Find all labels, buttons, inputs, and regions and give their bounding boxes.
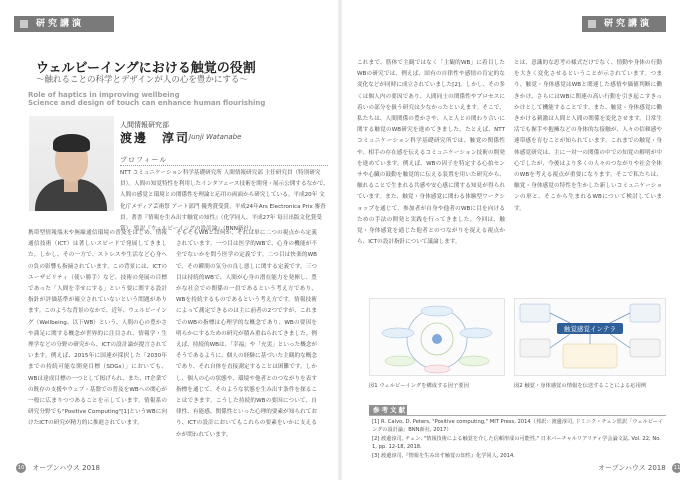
figure-1-graphic [370, 299, 504, 375]
tab-square-icon [20, 20, 28, 28]
reference-item: [3] 渡邊淳司,『情報を生み出す触覚の知性』化学同人, 2014. [372, 452, 515, 459]
section-label-right: 研究講演 [604, 19, 653, 29]
body-column-left-2: そもそもWBとは何か、それは単に二つの視点から定義されています。一つ目は医学的WBで、心身の機能が不全でないかを問う医学の定義です。二つ目は快楽的WBで、その瞬間の気分の良し悪しに関する定義です。三つ目は持続的WBで、人間が心身の潜在能力を発揮し、豊かな社会での関係の一員であるという考え方であり、WBを持続するものであるという考え方です。情報技術によって測定できるのは主に前者の2つですが、これまでのWBの指標は心理学的な概念であり、WBの要因を明らかにするための研究が積み重ねられてきました。例えば、持続的WBは、「幸福」や「充実」といった概念がそうであるように、個人の経験に基づいた主観的な概念であり、それ自体を直接測定することは困難です。しかし、個人の心の状態や、環境や他者とのつながりを表す指標を通じて、そのような状態を生み出す条件を探ることはできます。こうした持続的WBの要因について、自律性、有能感、関係性といった心理的要素が知られており、ICTの設計においてもこれらの要素をいかに支えるかが問われています。 [176, 230, 317, 438]
profile-divider [120, 165, 328, 166]
figure-2-title: 触覚感覚インテラ [564, 325, 616, 333]
figure-2-graphic [515, 299, 665, 375]
references-divider [369, 415, 666, 416]
folio-right-text: オープンハウス 2018 [598, 464, 666, 472]
english-title-line2: Science and design of touch can enhance human flourishing [28, 99, 266, 107]
page-number-right: 11 [673, 465, 680, 471]
page-number-left: 10 [17, 465, 25, 471]
references-heading: 参考文献 [369, 405, 407, 416]
section-tab-right [582, 16, 666, 32]
reference-item: [2] 渡邊淳司, チェン, "情報技術による触覚を介した信頼形成の可能性," 日本バーチャルリアリティ学会論文誌, Vol. 22, No. 1, pp. 12-18, 2018. [372, 435, 661, 451]
figure-2-haptic-applications [514, 298, 666, 376]
body-column-right-1: これまで、筋体で主観ではなく「主観的WB」に着目したWBの研究では、例えば、固有の自律性や感情の肯定的な変化などが同時に成立されていました[2]。しかし、その多くは個人内の要因であり、人間同士の関係性やプロセスに着いの部分を扱う研究は少なかったといえます。そこで、私たちは、人間関係の豊かさや、人と人との関わり合いに関する触覚のWB研究を進めてきました。たとえば、NTTコミュニケーション科学基礎研究所では、触覚の関係性や、相手の存在感を伝えるコミュニケーション技術の開発を進めています。例えば、WBの因子を特定する心拍センサや心臓の鼓動を触覚的に伝える装置を用いた研究から、触れることで生まれる共感や安心感に関する知見が得られています。また、触覚・身体感覚に関わる体験型ワークショップを通じて、参加者が自身や他者のWBに目を向けるための手法の開発と実践を行ってきました。今回は、触覚・身体感覚を通じた他者とのつながりを捉える視点から、ICTの設計指針について議論します。 [357, 60, 505, 246]
author-portrait [29, 116, 114, 211]
folio-left [16, 463, 104, 473]
profile-label: プロフィール [120, 156, 168, 164]
folio-right [594, 463, 680, 473]
section-label-left: 研究講演 [36, 19, 85, 29]
author-affiliation: 人間情報研究部 [120, 121, 169, 129]
spine-gutter [337, 0, 343, 480]
figure-2-caption: 図2 触覚・身体感覚の情報を伝送することによる応用例 [514, 383, 647, 389]
figure-1-wellbeing-factors [369, 298, 505, 376]
body-column-left-1: 携帯型情報端末や無線通信環境の普及をはじめ、情報通信技術（ICT）は著しいスピードで発展してきました。しかし、その一方で、ストレスや生活など心身への負の影響も指摘されています。この背景には、ICTのユーザビリティ（使い勝手）など、技術の発展の目標であった「人間を幸せにする」という要に関する設計指針が評価基準が確立されていないという問題があります。このような背景のなかで、近年、ウェルビーイング（Wellbeing、以下WB）という、人間の心の豊かさや満足に関する概念が世界的に注目され、情報学・生理学などの分野の研究から、ICTの設計論が提言されています。例えば、2015年に国連が採択した「2030年までの持続可能な開発目標（SDGs）」においても、WBは達成目標の一つとして掲げられ、また、IT企業での既存の支援やウェブ・基盤での普及をWBへの関心が一般に広まりつつあることを示しています。情報系の研究分野でも"Positive Computing"[1]というWBに向けたICTの研究が精力的に推進されています。 [28, 230, 167, 427]
tab-square-icon [588, 20, 596, 28]
reference-item: [1] R. Calvo, D. Peters, "Positive computing," MIT Press, 2014（邦訳：渡邊淳司, ドミニク・チェン監訳「ウェルビーイングの設計論」BNN新社, 2017） [372, 419, 664, 434]
english-title-line1: Role of haptics in improving wellbeing [28, 91, 180, 99]
article-title: ウェルビーイングにおける触覚の役割 [36, 61, 256, 76]
author-name-en: Junji Watanabe [189, 133, 242, 141]
article-subtitle: 〜触れることの科学とデザインが人の心を豊かにする〜 [36, 75, 248, 85]
author-name-jp: 渡邊 淳司 [120, 131, 191, 145]
references-list [372, 418, 664, 461]
section-tab-left [14, 16, 114, 32]
body-column-right-2: とは、意識的な思考の様式だけでなく、情動や身体の行動を大きく変化させるということが示されています。つまり、触覚・身体感覚はWBと関連した感情や価値判断に働きかけ、さらにはWBに関連の高い行動を引き起こすきっかけとして機能することです。また、触覚・身体感覚に働きかける刺激は人間と人間の関係を変化させます。日常生活でも握手や抱擁などの身体的な接触が、人々の信頼感や連帯感を育むことが知られています。これまでの触覚・身体感覚研究は、主に一対一の関係の中での知覚の解明が中心でしたが、今後はより多くの人々のつながりや社会全体のWBを考える視点が重要になります。そこで私たちは、触覚・身体感覚の特性を生かした新しいコミュニケーションの形と、そこから生まれるWBについて検討しています。 [514, 60, 662, 212]
folio-left-text: オープンハウス 2018 [32, 464, 100, 472]
profile-text: NTT コミュニケーション科学基礎研究所 人間情報研究部 主任研究員（特別研究員）。人間の知覚特性を利用したインタフェース技術を開発・展示公開するなかで、人間の感覚と環境との関係性を理論と応用の両面から研究している。平成20年 文化庁メディア芸術祭 アート部門 優秀賞受賞。平成24年Ars Electronica Prix 審査員。著書『情報を生み出す触覚の知性』（化学同人、平成27年 毎日出版文化賞受賞）、監訳『ウェルビーイングの設計論』（BNN新社）。 [120, 170, 329, 233]
figure-1-caption: 図1 ウェルビーイングを構成する因子要因 [369, 383, 469, 389]
